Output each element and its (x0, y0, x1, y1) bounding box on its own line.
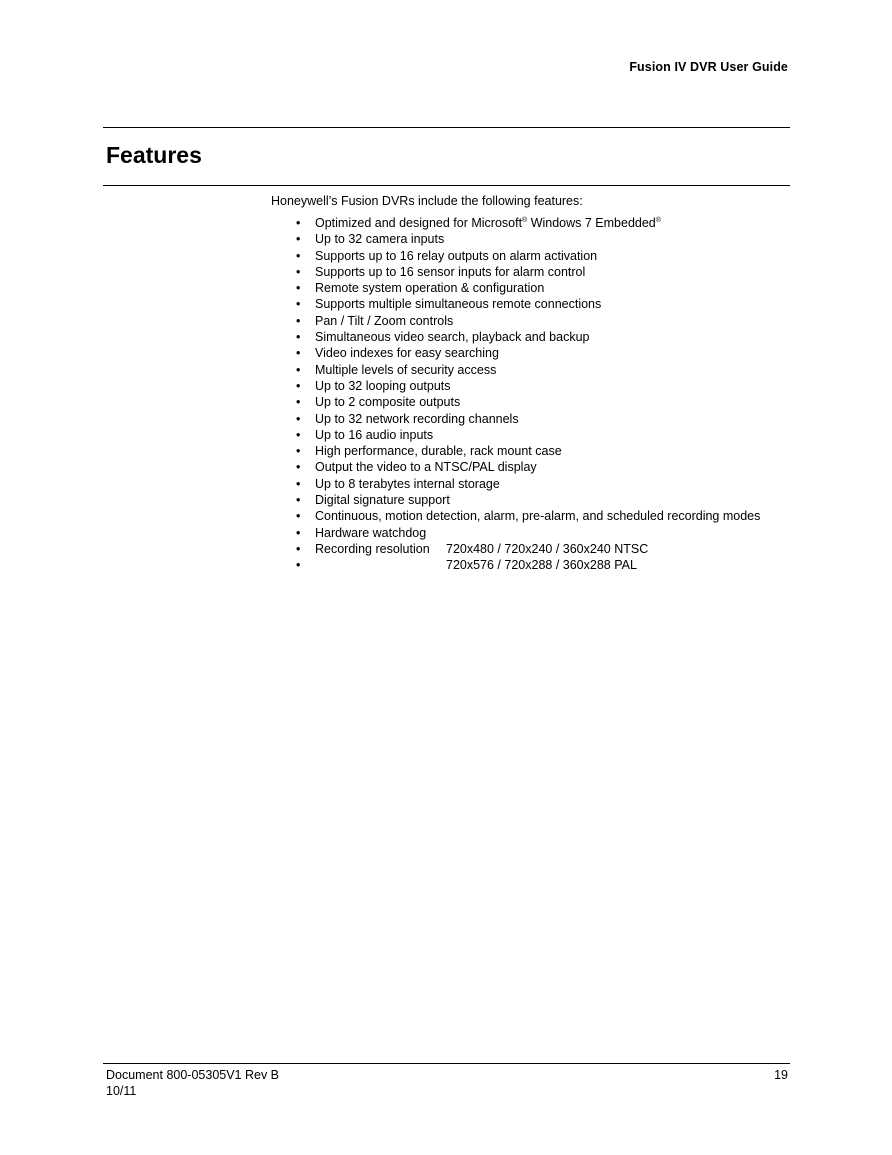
list-item-text: Pan / Tilt / Zoom controls (315, 313, 454, 328)
list-item (296, 476, 766, 492)
bullet-icon: • (296, 509, 301, 524)
bullet-icon: • (296, 411, 301, 426)
list-item (296, 459, 766, 475)
list-item-text: Up to 32 camera inputs (315, 232, 445, 247)
bullet-icon: • (296, 216, 301, 230)
list-item (296, 248, 766, 264)
bullet-icon: • (296, 264, 301, 279)
list-item-text: Windows 7 Embedded (527, 216, 656, 230)
page-number: 19 (774, 1068, 788, 1082)
list-item (296, 313, 766, 329)
bullet-icon: • (296, 525, 301, 540)
title-divider (103, 185, 790, 186)
list-item (296, 443, 766, 459)
list-item (296, 394, 766, 410)
list-item (296, 378, 766, 394)
list-item (296, 427, 766, 443)
bullet-icon: • (296, 281, 301, 296)
page-title: Features (106, 142, 202, 168)
list-item (296, 280, 766, 296)
footer-document-number: Document 800-05305V1 Rev B (106, 1068, 280, 1082)
list-item-text: Up to 32 looping outputs (315, 378, 451, 393)
bullet-icon: • (296, 330, 301, 345)
list-item-text: Digital signature support (315, 493, 450, 508)
list-item (296, 345, 766, 361)
list-item (296, 231, 766, 247)
list-item-text: Multiple levels of security access (315, 362, 497, 377)
list-item-text: Simultaneous video search, playback and backup (315, 330, 590, 345)
bullet-icon: • (296, 476, 301, 491)
bullet-icon: • (296, 395, 301, 410)
header-divider (103, 127, 790, 128)
list-item-text: Video indexes for easy searching (315, 346, 499, 361)
bullet-icon: • (296, 493, 301, 508)
list-item-text: Up to 16 audio inputs (315, 427, 434, 442)
list-item (296, 329, 766, 345)
list-item-resolution (296, 541, 766, 557)
running-header-title: Fusion IV DVR User Guide (629, 60, 788, 74)
footer-divider (103, 1063, 790, 1064)
list-item-text: Remote system operation & configuration (315, 281, 545, 296)
bullet-icon: • (296, 362, 301, 377)
list-item (296, 264, 766, 280)
bullet-icon: • (296, 427, 301, 442)
registered-mark: ® (655, 216, 661, 224)
bullet-icon: • (296, 541, 301, 556)
list-item-text: Supports up to 16 sensor inputs for alarm control (315, 264, 586, 279)
list-item-text: High performance, durable, rack mount case (315, 444, 562, 459)
list-item-text: Optimized and designed for Microsoft (315, 216, 523, 230)
bullet-icon: • (296, 460, 301, 475)
list-item (296, 525, 766, 541)
bullet-icon: • (296, 558, 301, 573)
bullet-icon: • (296, 378, 301, 393)
list-item-text: Up to 2 composite outputs (315, 395, 461, 410)
list-item-text: Continuous, motion detection, alarm, pre-alarm, and scheduled recording modes (315, 509, 761, 524)
bullet-icon: • (296, 248, 301, 263)
list-item-text: Up to 32 network recording channels (315, 411, 519, 426)
list-item (296, 296, 766, 312)
resolution-label: Recording resolution (315, 541, 430, 556)
resolution-pal: 720x576 / 720x288 / 360x288 PAL (446, 558, 637, 573)
feature-list (296, 215, 766, 574)
footer-date: 10/11 (106, 1084, 137, 1098)
list-item-resolution-pal (296, 557, 766, 573)
bullet-icon: • (296, 444, 301, 459)
list-item (296, 492, 766, 508)
list-item (296, 215, 766, 231)
list-item (296, 411, 766, 427)
list-item (296, 362, 766, 378)
bullet-icon: • (296, 346, 301, 361)
list-item-text: Output the video to a NTSC/PAL display (315, 460, 537, 475)
list-item-text: Up to 8 terabytes internal storage (315, 476, 500, 491)
footer-document-info (106, 1067, 279, 1099)
intro-text: Honeywell’s Fusion DVRs include the following features: (271, 194, 583, 208)
list-item-text: Supports up to 16 relay outputs on alarm activation (315, 248, 598, 263)
bullet-icon: • (296, 232, 301, 247)
resolution-ntsc: 720x480 / 720x240 / 360x240 NTSC (446, 541, 649, 556)
list-item (296, 508, 766, 524)
list-item-text: Supports multiple simultaneous remote connections (315, 297, 602, 312)
registered-mark: ® (522, 216, 528, 224)
list-item-text: Hardware watchdog (315, 525, 427, 540)
bullet-icon: • (296, 313, 301, 328)
bullet-icon: • (296, 297, 301, 312)
